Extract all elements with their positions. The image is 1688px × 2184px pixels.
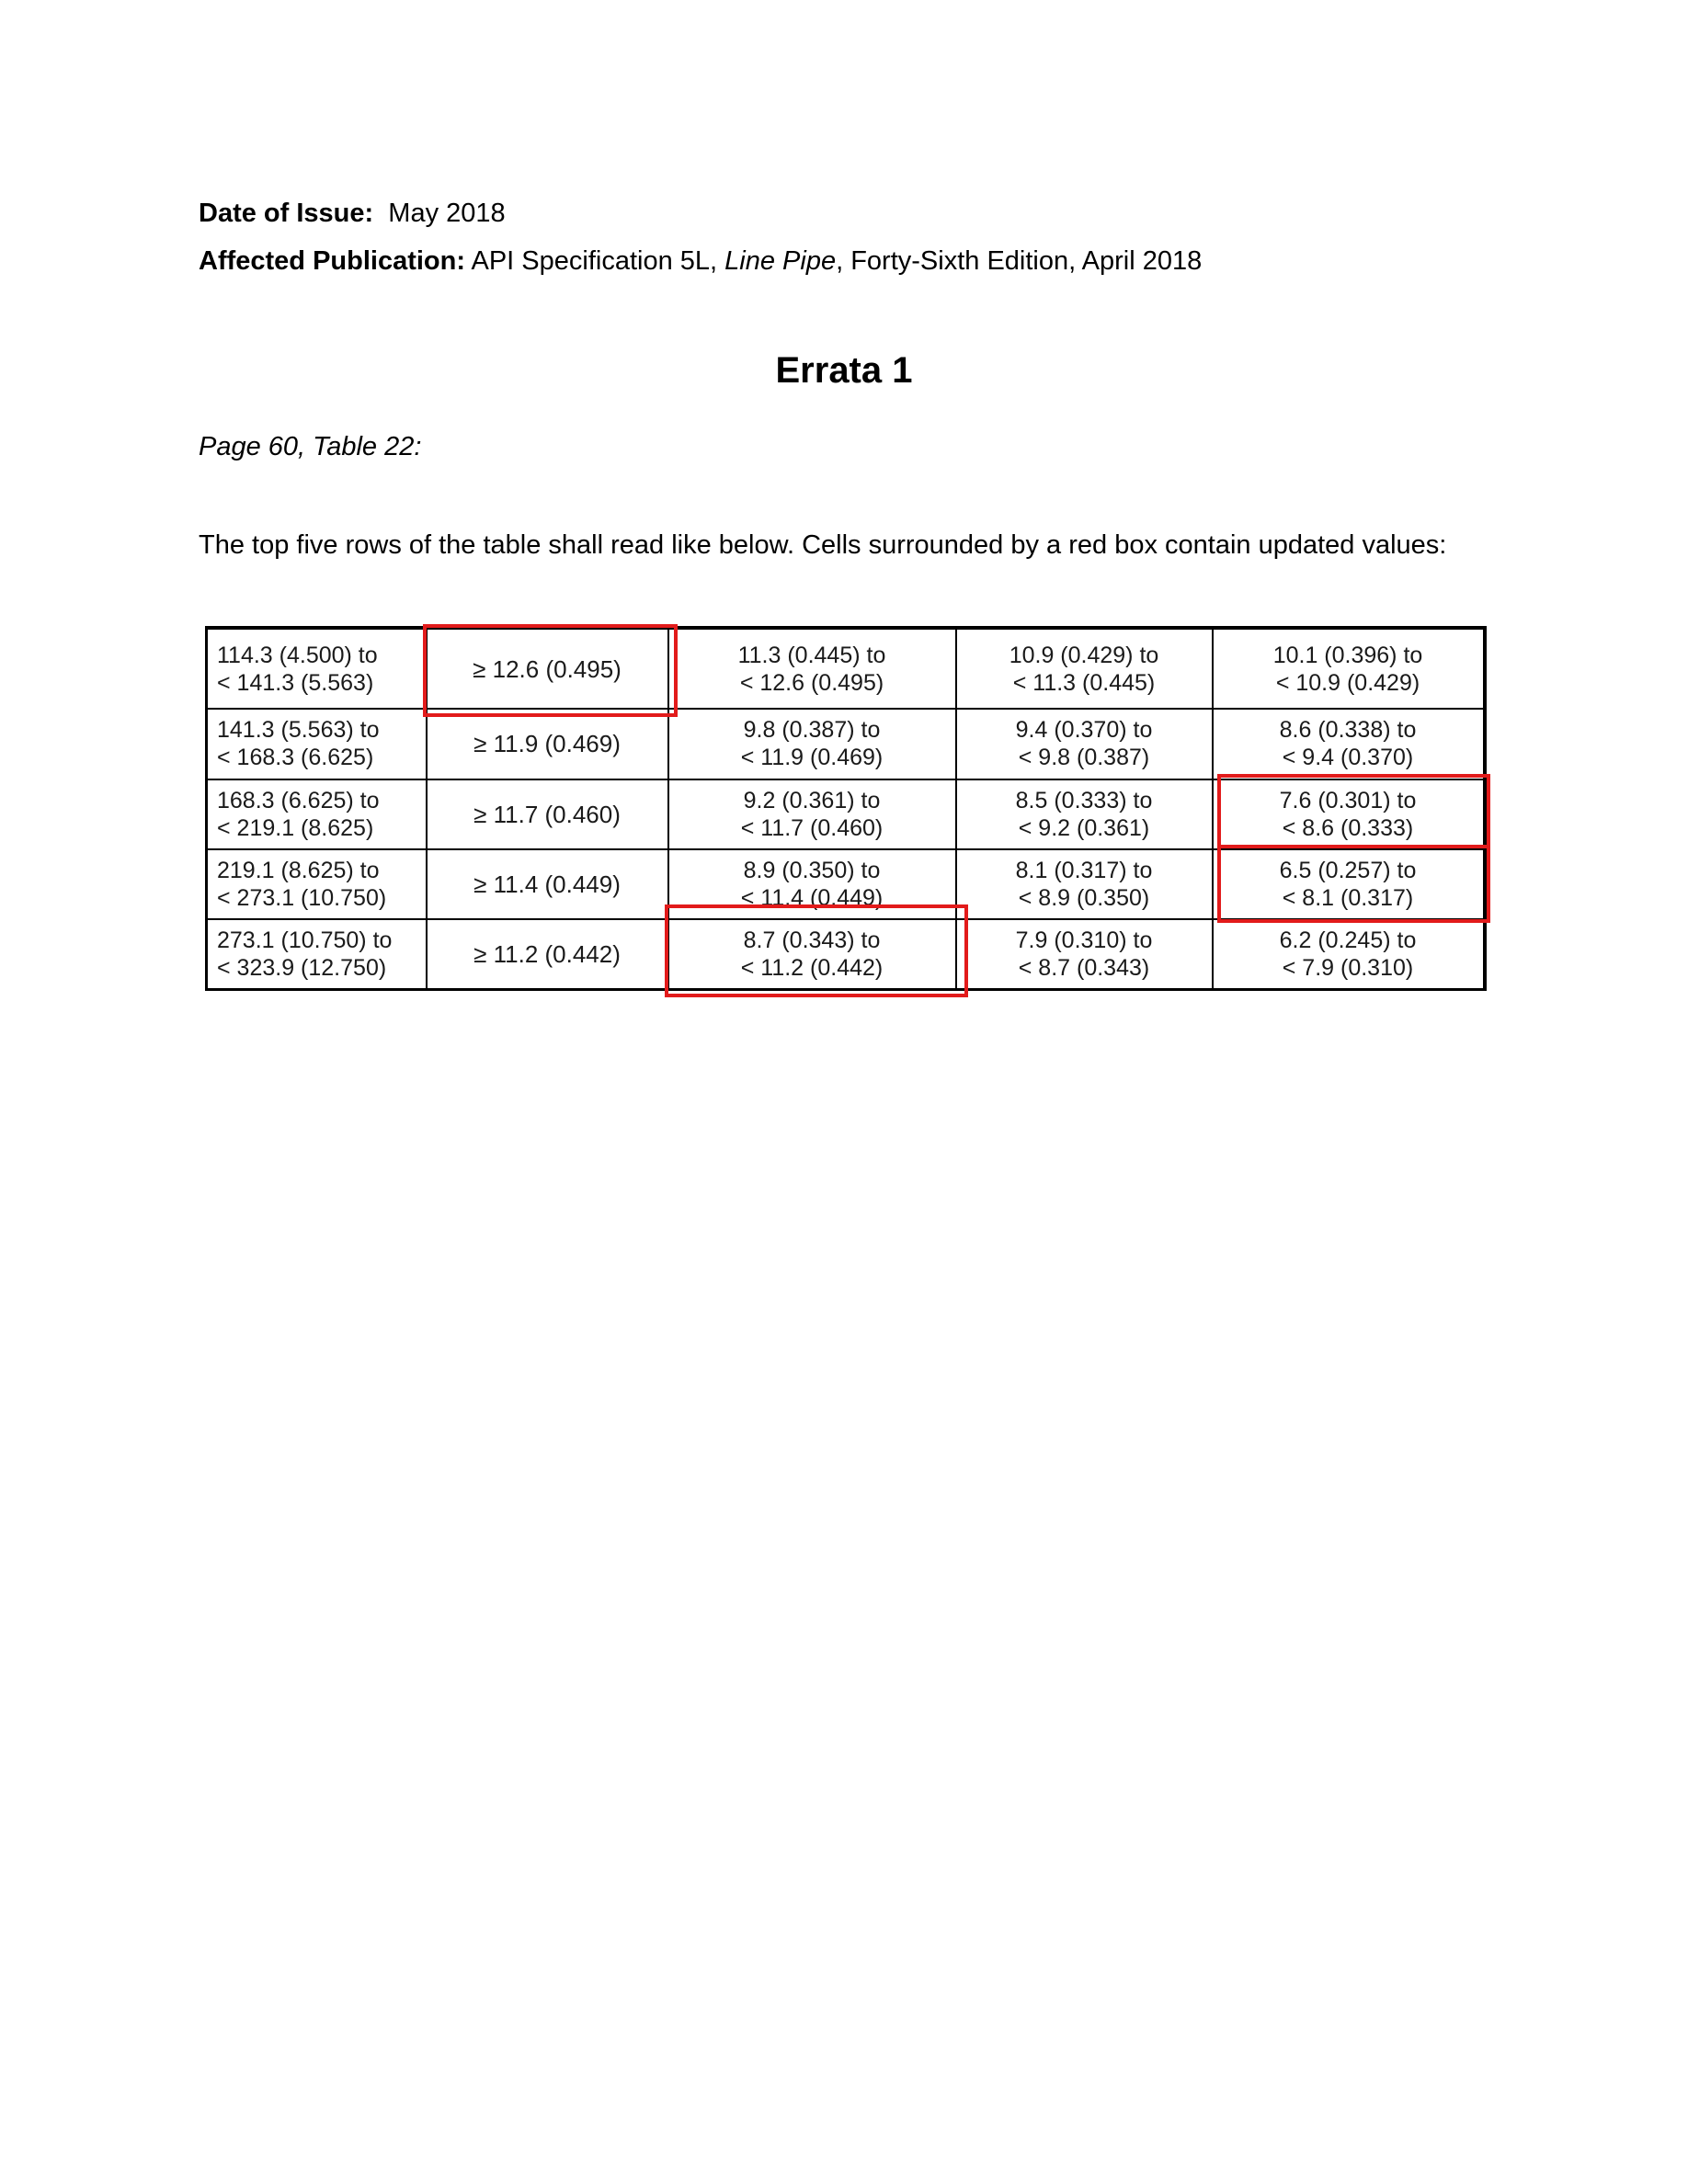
table-cell: 9.2 (0.361) to < 11.7 (0.460) <box>668 779 956 849</box>
publication-suffix: , Forty-Sixth Edition, April 2018 <box>836 246 1203 276</box>
table-cell: 10.1 (0.396) to < 10.9 (0.429) <box>1213 628 1485 709</box>
table-cell: 8.9 (0.350) to < 11.4 (0.449) <box>668 849 956 919</box>
table-cell: ≥ 11.2 (0.442) <box>427 919 668 989</box>
table-cell-updated: 8.7 (0.343) to < 11.2 (0.442) <box>668 919 956 989</box>
table-cell: ≥ 11.4 (0.449) <box>427 849 668 919</box>
table-cell: 10.9 (0.429) to < 11.3 (0.445) <box>956 628 1213 709</box>
publication-title: Line Pipe <box>724 246 837 276</box>
table-cell: 168.3 (6.625) to < 219.1 (8.625) <box>207 779 427 849</box>
intro-paragraph: The top five rows of the table shall read like below. Cells surrounded by a red box contain updated values: <box>199 530 1447 560</box>
table-row <box>207 849 1485 919</box>
table-cell: 8.1 (0.317) to < 8.9 (0.350) <box>956 849 1213 919</box>
table-cell: ≥ 11.7 (0.460) <box>427 779 668 849</box>
table-cell-updated: 6.5 (0.257) to < 8.1 (0.317) <box>1213 849 1485 919</box>
issue-value: May 2018 <box>388 199 506 228</box>
table-cell: 9.8 (0.387) to < 11.9 (0.469) <box>668 709 956 779</box>
table-row <box>207 709 1485 779</box>
errata-table <box>205 626 1487 991</box>
table-cell: ≥ 12.6 (0.495) <box>427 628 668 709</box>
table-cell: 273.1 (10.750) to < 323.9 (12.750) <box>207 919 427 989</box>
publication-label: Affected Publication: <box>199 246 466 276</box>
table-cell: 141.3 (5.563) to < 168.3 (6.625) <box>207 709 427 779</box>
table-cell-updated: 7.6 (0.301) to < 8.6 (0.333) <box>1213 779 1485 849</box>
table-cell: 219.1 (8.625) to < 273.1 (10.750) <box>207 849 427 919</box>
issue-label: Date of Issue: <box>199 199 374 228</box>
table-cell: 7.9 (0.310) to < 8.7 (0.343) <box>956 919 1213 989</box>
page-reference: Page 60, Table 22: <box>199 432 422 461</box>
table-row <box>207 779 1485 849</box>
table-cell: 114.3 (4.500) to < 141.3 (5.563) <box>207 628 427 709</box>
date-of-issue <box>199 197 506 230</box>
table-cell: 8.5 (0.333) to < 9.2 (0.361) <box>956 779 1213 849</box>
table-cell: 9.4 (0.370) to < 9.8 (0.387) <box>956 709 1213 779</box>
table-cell: 8.6 (0.338) to < 9.4 (0.370) <box>1213 709 1485 779</box>
publication-prefix: API Specification 5L, <box>471 246 718 276</box>
affected-publication <box>199 245 1202 278</box>
table-row <box>207 919 1485 989</box>
table-cell: 6.2 (0.245) to < 7.9 (0.310) <box>1213 919 1485 989</box>
table-cell: ≥ 11.9 (0.469) <box>427 709 668 779</box>
page-title: Errata 1 <box>775 350 913 391</box>
table-cell: 11.3 (0.445) to < 12.6 (0.495) <box>668 628 956 709</box>
table-row <box>207 628 1485 709</box>
